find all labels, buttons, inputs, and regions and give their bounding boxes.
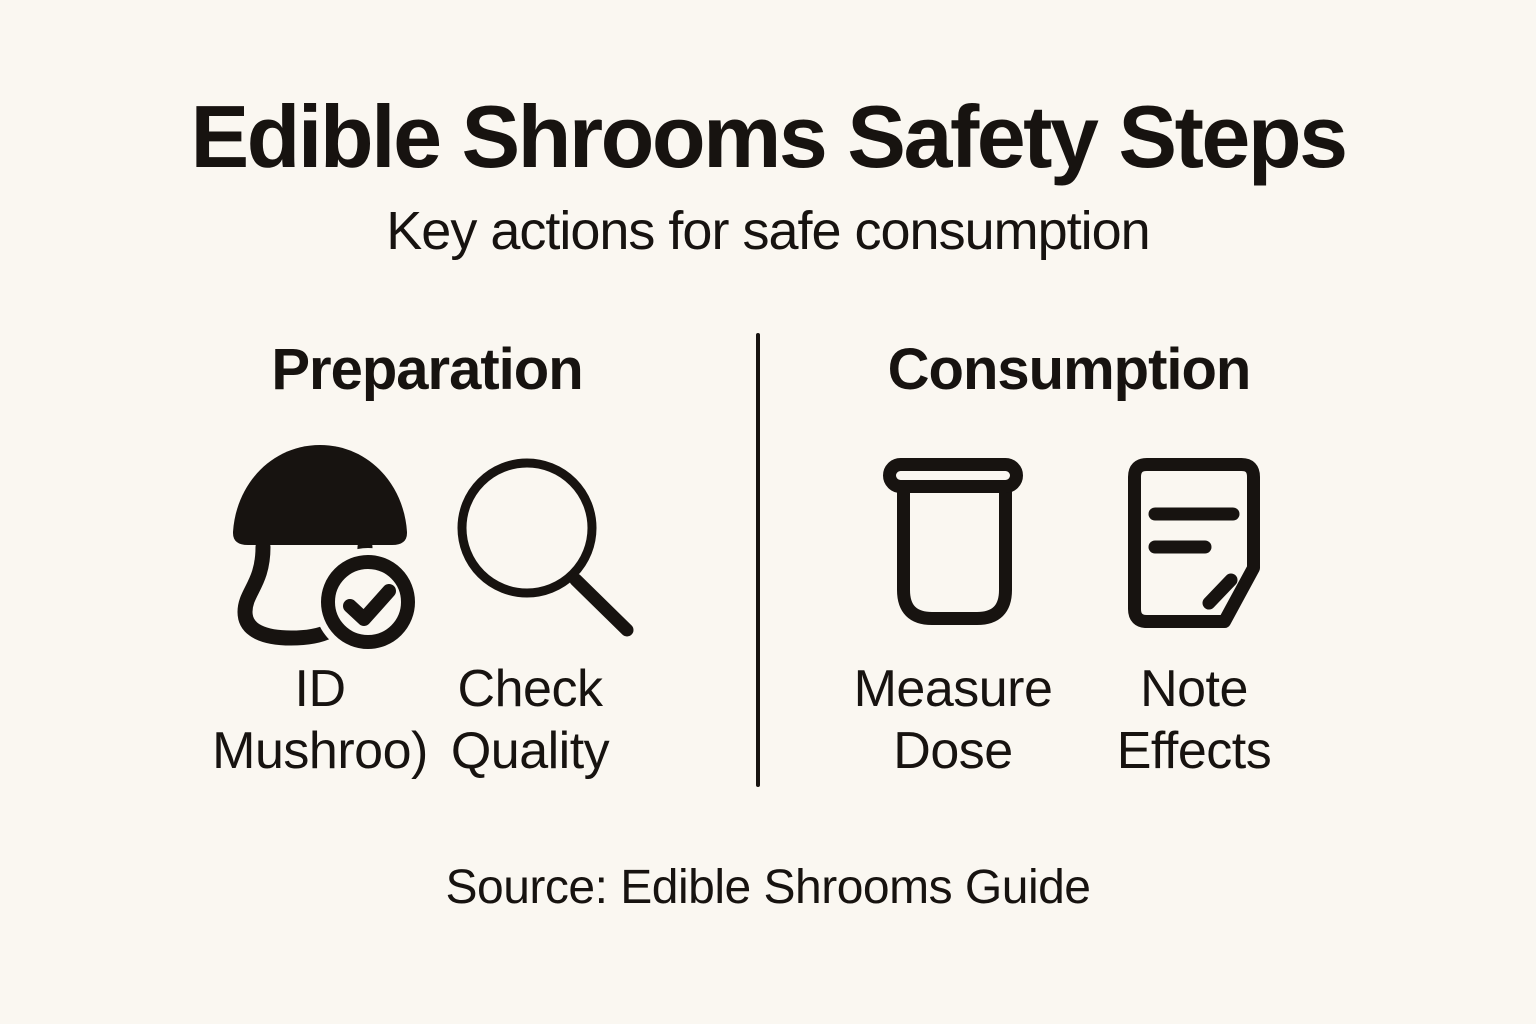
page-title: Edible Shrooms Safety Steps — [190, 87, 1346, 186]
label-note-effects — [1034, 658, 1354, 782]
column-divider — [756, 333, 760, 787]
column-header-consumption: Consumption — [887, 337, 1251, 402]
label-line: Mushroo) — [212, 722, 428, 780]
jar-icon — [878, 450, 1028, 632]
label-check-quality — [370, 658, 690, 782]
column-header-preparation: Preparation — [271, 337, 583, 402]
source-attribution: Source: Edible Shrooms Guide — [445, 861, 1091, 914]
label-line: Effects — [1116, 722, 1272, 780]
label-line: Check — [457, 660, 603, 718]
note-pen-icon — [1121, 450, 1267, 636]
page-subtitle: Key actions for safe consumption — [386, 201, 1150, 261]
mushroom-check-icon — [225, 440, 415, 655]
magnifier-icon — [450, 452, 640, 642]
label-line: Note — [1140, 660, 1248, 718]
label-line: ID — [294, 660, 346, 718]
label-line: Quality — [450, 722, 610, 780]
label-line: Dose — [893, 722, 1013, 780]
label-line: Measure — [853, 660, 1053, 718]
